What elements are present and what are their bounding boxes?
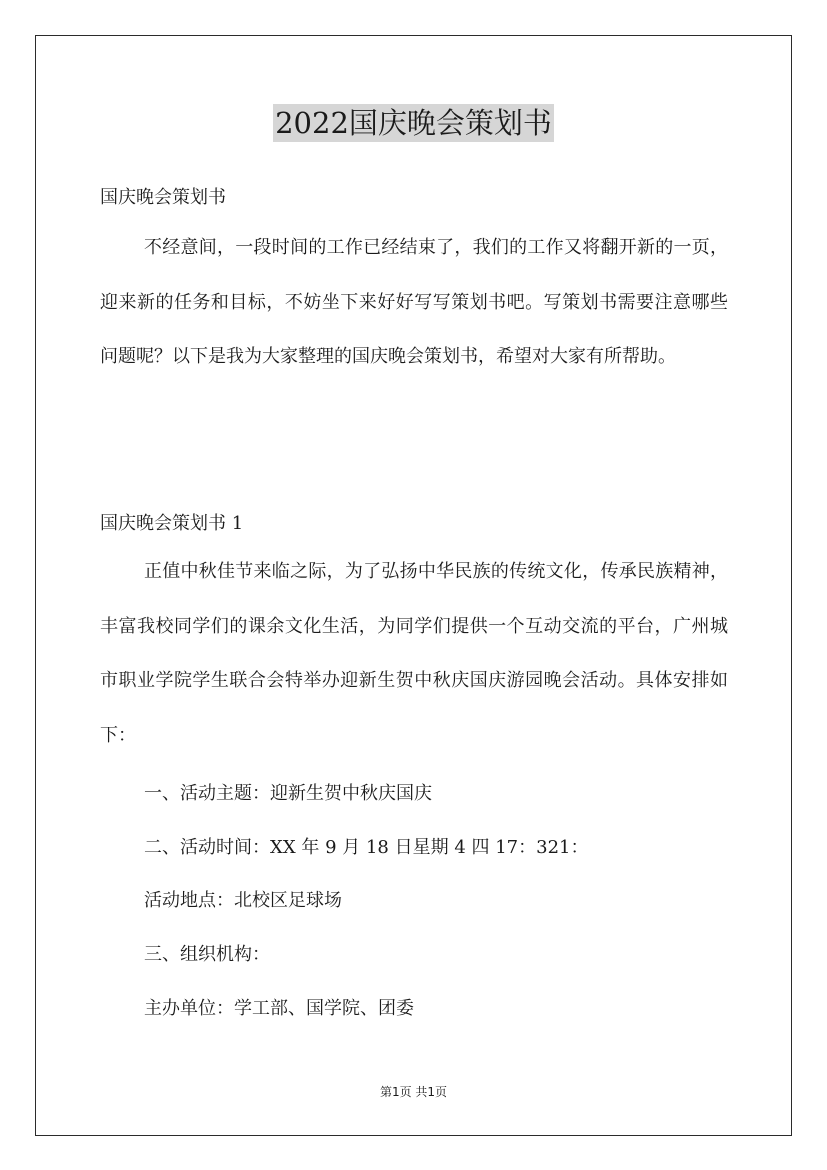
section-paragraph: 正值中秋佳节来临之际，为了弘扬中华民族的传统文化，传承民族精神，丰富我校同学们的课余文化生活，为同学们提供一个互动交流的平台，广州城市职业学院学生联合会特举办迎新生贺中秋庆国庆游园晚会活动。具体安排如下：	[100, 561, 728, 746]
intro-paragraph: 不经意间，一段时间的工作已经结束了，我们的工作又将翻开新的一页，迎来新的任务和目标，不妨坐下来好好写写策划书吧。写策划书需要注意哪些问题呢？以下是我为大家整理的国庆晚会策划书，希望对大家有所帮助。	[100, 237, 728, 367]
list-item-time: 二、活动时间：XX 年 9 月 18 日星期 4 四 17：321：	[144, 837, 589, 858]
document-subtitle: 国庆晚会策划书	[100, 187, 226, 208]
list-item-host: 主办单位：学工部、国学院、团委	[144, 998, 414, 1019]
list-item-theme: 一、活动主题：迎新生贺中秋庆国庆	[144, 783, 432, 804]
document-title	[0, 104, 827, 142]
list-item-organization: 三、组织机构：	[144, 944, 270, 965]
section-heading: 国庆晚会策划书 1	[100, 513, 244, 534]
document-title-text: 2022国庆晚会策划书	[275, 106, 552, 140]
page-footer: 第1页 共1页	[379, 1085, 448, 1099]
list-item-location: 活动地点：北校区足球场	[144, 890, 342, 911]
